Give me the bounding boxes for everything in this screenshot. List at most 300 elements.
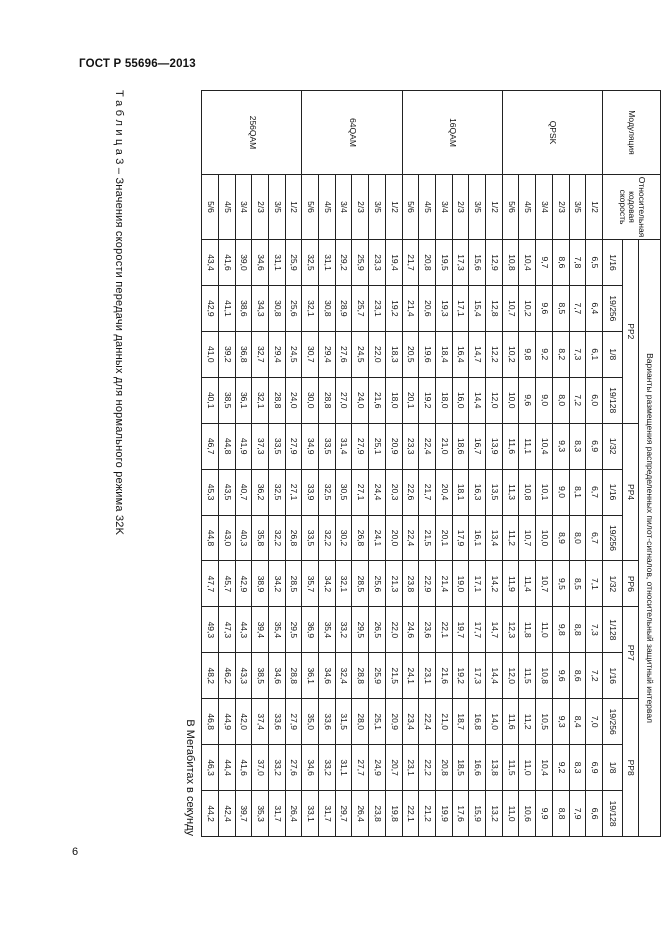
rate-value-cell: 19,2 (452, 653, 469, 699)
guard-interval-header: 19/256 (603, 515, 623, 561)
rate-value-cell: 33,2 (319, 745, 336, 791)
code-rate-cell: 4/5 (519, 175, 536, 240)
rate-value-cell: 7,3 (586, 607, 603, 653)
rate-value-cell: 19,2 (385, 285, 402, 331)
rate-value-cell: 16,4 (452, 331, 469, 377)
rate-value-cell: 25,1 (369, 699, 386, 745)
rate-value-cell: 26,8 (285, 515, 302, 561)
rate-value-cell: 22,0 (385, 607, 402, 653)
rate-value-cell: 30,5 (335, 469, 352, 515)
rate-value-cell: 38,5 (252, 653, 269, 699)
rate-value-cell: 8,0 (552, 377, 569, 423)
rate-value-cell: 41,1 (218, 285, 235, 331)
rate-value-cell: 9,6 (519, 377, 536, 423)
rate-value-cell: 30,2 (335, 515, 352, 561)
rate-value-cell: 21,6 (435, 653, 452, 699)
rate-value-cell: 7,2 (569, 377, 586, 423)
rate-value-cell: 27,6 (335, 331, 352, 377)
rate-value-cell: 14,7 (486, 607, 503, 653)
rate-value-cell: 44,2 (202, 791, 219, 837)
code-rate-cell: 4/5 (419, 175, 436, 240)
rate-value-cell: 32,4 (335, 653, 352, 699)
rate-value-cell: 25,9 (285, 240, 302, 286)
rate-value-cell: 7,9 (569, 791, 586, 837)
guard-interval-header: 19/128 (603, 791, 623, 837)
rate-value-cell: 18,3 (385, 331, 402, 377)
rate-value-cell: 23,3 (369, 240, 386, 286)
rate-value-cell: 41,9 (235, 423, 252, 469)
rate-value-cell: 7,0 (586, 699, 603, 745)
table-row (268, 91, 285, 837)
rate-value-cell: 17,7 (469, 607, 486, 653)
table-row (452, 91, 469, 837)
rate-value-cell: 12,3 (502, 607, 519, 653)
rate-value-cell: 30,0 (302, 377, 319, 423)
rate-value-cell: 46,2 (218, 653, 235, 699)
rate-value-cell: 10,2 (519, 285, 536, 331)
rate-value-cell: 35,0 (302, 699, 319, 745)
rate-value-cell: 10,4 (519, 240, 536, 286)
code-rate-cell: 3/4 (235, 175, 252, 240)
rate-value-cell: 44,3 (235, 607, 252, 653)
code-rate-cell: 5/6 (202, 175, 219, 240)
code-rate-cell: 3/4 (335, 175, 352, 240)
rate-value-cell: 19,5 (435, 240, 452, 286)
rate-value-cell: 29,2 (335, 240, 352, 286)
rate-value-cell: 19,3 (435, 285, 452, 331)
pilot-variants-header: Варианты размещения распределенных пилот-сигналов, относительный защитный интервал (639, 240, 661, 837)
rate-value-cell: 19,8 (385, 791, 402, 837)
rate-value-cell: 7,8 (569, 240, 586, 286)
rate-value-cell: 13,2 (486, 791, 503, 837)
guard-interval-header: 1/16 (603, 653, 623, 699)
rate-value-cell: 11,5 (519, 653, 536, 699)
modulation-cell: 256QAM (202, 91, 302, 175)
rate-value-cell: 41,6 (235, 745, 252, 791)
rate-value-cell: 47,7 (202, 561, 219, 607)
rate-value-cell: 18,0 (385, 377, 402, 423)
rate-value-cell: 31,4 (335, 423, 352, 469)
guard-interval-header: 1/8 (603, 331, 623, 377)
code-rate-cell: 2/3 (352, 175, 369, 240)
rate-value-cell: 10,5 (536, 699, 553, 745)
rate-value-cell: 8,2 (552, 331, 569, 377)
rate-value-cell: 20,8 (419, 240, 436, 286)
rate-value-cell: 9,8 (519, 331, 536, 377)
rate-value-cell: 18,4 (435, 331, 452, 377)
rate-value-cell: 11,0 (519, 745, 536, 791)
table-row (302, 91, 319, 837)
rate-value-cell: 24,5 (285, 331, 302, 377)
rate-value-cell: 38,5 (218, 377, 235, 423)
rate-value-cell: 6,4 (586, 285, 603, 331)
rate-value-cell: 24,4 (369, 469, 386, 515)
rate-value-cell: 11,6 (502, 699, 519, 745)
rate-value-cell: 8,6 (552, 240, 569, 286)
rate-value-cell: 21,6 (369, 377, 386, 423)
rate-value-cell: 18,5 (452, 745, 469, 791)
rate-value-cell: 35,7 (302, 561, 319, 607)
rate-value-cell: 46,3 (202, 745, 219, 791)
modulation-cell: QPSK (502, 91, 602, 175)
rate-value-cell: 21,2 (419, 791, 436, 837)
rate-value-cell: 6,0 (586, 377, 603, 423)
rate-value-cell: 22,4 (419, 423, 436, 469)
rate-value-cell: 37,4 (252, 699, 269, 745)
rate-value-cell: 9,9 (536, 791, 553, 837)
code-rate-cell: 1/2 (385, 175, 402, 240)
rate-value-cell: 37,3 (252, 423, 269, 469)
rate-value-cell: 23,1 (402, 745, 419, 791)
rate-value-cell: 33,6 (319, 699, 336, 745)
rate-value-cell: 29,4 (319, 331, 336, 377)
pattern-header-pp6: PP6 (623, 561, 639, 607)
rate-value-cell: 6,9 (586, 423, 603, 469)
rate-value-cell: 27,0 (335, 377, 352, 423)
rotated-table-block (113, 90, 661, 836)
rate-value-cell: 34,6 (302, 745, 319, 791)
guard-interval-header: 1/128 (603, 607, 623, 653)
unit-note: В Мегабитах в секунду (184, 719, 196, 836)
rate-value-cell: 21,4 (435, 561, 452, 607)
code-rate-header: Относительная кодовая скорость (603, 175, 661, 240)
table-row (469, 91, 486, 837)
rate-value-cell: 9,0 (552, 469, 569, 515)
rate-value-cell: 14,4 (469, 377, 486, 423)
table-row (202, 91, 219, 837)
rate-value-cell: 8,1 (569, 469, 586, 515)
table-row (385, 91, 402, 837)
code-rate-cell: 1/2 (486, 175, 503, 240)
rate-value-cell: 16,3 (469, 469, 486, 515)
rate-value-cell: 6,1 (586, 331, 603, 377)
data-rate-table (201, 90, 661, 837)
rate-value-cell: 33,6 (268, 699, 285, 745)
rate-value-cell: 16,8 (469, 699, 486, 745)
rate-value-cell: 32,5 (319, 469, 336, 515)
table-row (419, 91, 436, 837)
pattern-header-pp8: PP8 (623, 699, 639, 837)
rate-value-cell: 23,1 (369, 285, 386, 331)
rate-value-cell: 35,4 (319, 607, 336, 653)
rate-value-cell: 40,1 (202, 377, 219, 423)
rate-value-cell: 20,9 (385, 423, 402, 469)
rate-value-cell: 8,0 (569, 515, 586, 561)
rate-value-cell: 15,6 (469, 240, 486, 286)
rate-value-cell: 38,6 (235, 285, 252, 331)
modulation-cell: 16QAM (402, 91, 502, 175)
rate-value-cell: 12,0 (502, 653, 519, 699)
rate-value-cell: 16,6 (469, 745, 486, 791)
rate-value-cell: 11,2 (502, 515, 519, 561)
rate-value-cell: 15,9 (469, 791, 486, 837)
rate-value-cell: 26,8 (352, 515, 369, 561)
rate-value-cell: 34,9 (302, 423, 319, 469)
rate-value-cell: 24,0 (285, 377, 302, 423)
rate-value-cell: 28,8 (319, 377, 336, 423)
guard-interval-header: 19/256 (603, 699, 623, 745)
rate-value-cell: 14,4 (486, 653, 503, 699)
rate-value-cell: 23,3 (402, 423, 419, 469)
rate-value-cell: 39,2 (218, 331, 235, 377)
table-row (519, 91, 536, 837)
rate-value-cell: 11,3 (502, 469, 519, 515)
rate-value-cell: 42,4 (218, 791, 235, 837)
rate-value-cell: 45,7 (218, 561, 235, 607)
rate-value-cell: 9,6 (552, 653, 569, 699)
rate-value-cell: 10,1 (536, 469, 553, 515)
pattern-header-pp4: PP4 (623, 423, 639, 561)
rate-value-cell: 27,1 (285, 469, 302, 515)
rate-value-cell: 43,0 (218, 515, 235, 561)
rate-value-cell: 47,3 (218, 607, 235, 653)
rate-value-cell: 9,2 (536, 331, 553, 377)
rate-value-cell: 8,6 (569, 653, 586, 699)
table-row (319, 91, 336, 837)
rate-value-cell: 21,5 (385, 653, 402, 699)
code-rate-cell: 3/5 (569, 175, 586, 240)
rate-value-cell: 34,2 (268, 561, 285, 607)
rate-value-cell: 30,7 (302, 331, 319, 377)
rate-value-cell: 6,9 (586, 745, 603, 791)
rate-value-cell: 24,6 (402, 607, 419, 653)
rate-value-cell: 39,4 (252, 607, 269, 653)
rate-value-cell: 22,4 (402, 515, 419, 561)
table-row (352, 91, 369, 837)
rate-value-cell: 26,4 (285, 791, 302, 837)
rate-value-cell: 27,7 (352, 745, 369, 791)
rate-value-cell: 20,4 (435, 469, 452, 515)
rate-value-cell: 8,3 (569, 423, 586, 469)
rate-value-cell: 30,8 (268, 285, 285, 331)
rate-value-cell: 20,6 (419, 285, 436, 331)
rate-value-cell: 19,9 (435, 791, 452, 837)
rate-value-cell: 10,6 (519, 791, 536, 837)
rate-value-cell: 32,1 (252, 377, 269, 423)
rate-value-cell: 16,0 (452, 377, 469, 423)
rate-value-cell: 11,4 (519, 561, 536, 607)
rate-value-cell: 22,4 (419, 699, 436, 745)
rate-value-cell: 44,9 (218, 699, 235, 745)
document-header: ГОСТ Р 55696—2013 (79, 58, 196, 70)
rate-value-cell: 9,3 (552, 423, 569, 469)
rate-value-cell: 32,2 (319, 515, 336, 561)
rate-value-cell: 17,6 (452, 791, 469, 837)
rate-value-cell: 40,7 (235, 469, 252, 515)
rate-value-cell: 27,9 (285, 699, 302, 745)
rate-value-cell: 13,9 (486, 423, 503, 469)
rate-value-cell: 28,5 (285, 561, 302, 607)
rate-value-cell: 25,6 (285, 285, 302, 331)
table-row (335, 91, 352, 837)
rate-value-cell: 24,9 (369, 745, 386, 791)
rate-value-cell: 22,0 (369, 331, 386, 377)
rate-value-cell: 9,8 (552, 607, 569, 653)
rate-value-cell: 44,4 (218, 745, 235, 791)
rate-value-cell: 8,5 (569, 561, 586, 607)
rate-value-cell: 34,6 (252, 240, 269, 286)
rate-value-cell: 35,3 (252, 791, 269, 837)
rate-value-cell: 11,0 (502, 791, 519, 837)
modulation-header: Модуляция (603, 91, 661, 175)
rate-value-cell: 19,7 (452, 607, 469, 653)
guard-interval-header: 19/128 (603, 377, 623, 423)
rate-value-cell: 21,7 (402, 240, 419, 286)
guard-interval-header: 1/16 (603, 240, 623, 286)
rate-value-cell: 9,7 (536, 240, 553, 286)
table-row (235, 91, 252, 837)
rate-value-cell: 42,0 (235, 699, 252, 745)
rate-value-cell: 20,1 (402, 377, 419, 423)
rate-value-cell: 33,5 (319, 423, 336, 469)
rate-value-cell: 31,1 (268, 240, 285, 286)
rate-value-cell: 28,8 (268, 377, 285, 423)
code-rate-cell: 2/3 (252, 175, 269, 240)
rate-value-cell: 21,0 (435, 699, 452, 745)
rate-value-cell: 13,8 (486, 745, 503, 791)
rate-value-cell: 21,7 (419, 469, 436, 515)
rate-value-cell: 11,8 (519, 607, 536, 653)
rate-value-cell: 8,9 (552, 515, 569, 561)
rate-value-cell: 10,4 (536, 745, 553, 791)
code-rate-cell: 5/6 (402, 175, 419, 240)
rate-value-cell: 10,7 (519, 515, 536, 561)
rate-value-cell: 9,2 (552, 745, 569, 791)
rate-value-cell: 32,5 (268, 469, 285, 515)
table-row (502, 91, 519, 837)
table-row (369, 91, 386, 837)
rate-value-cell: 29,4 (268, 331, 285, 377)
rate-value-cell: 12,9 (486, 240, 503, 286)
rate-value-cell: 33,5 (302, 515, 319, 561)
rate-value-cell: 41,6 (218, 240, 235, 286)
rate-value-cell: 49,3 (202, 607, 219, 653)
rate-value-cell: 21,4 (402, 285, 419, 331)
rate-value-cell: 19,4 (385, 240, 402, 286)
rate-value-cell: 32,5 (302, 240, 319, 286)
rate-value-cell: 16,1 (469, 515, 486, 561)
rate-value-cell: 42,9 (235, 561, 252, 607)
table-row (536, 91, 553, 837)
code-rate-cell: 3/4 (536, 175, 553, 240)
rate-value-cell: 17,1 (452, 285, 469, 331)
rate-value-cell: 23,6 (419, 607, 436, 653)
rate-value-cell: 6,5 (586, 240, 603, 286)
rate-value-cell: 10,2 (502, 331, 519, 377)
rate-value-cell: 15,4 (469, 285, 486, 331)
rate-value-cell: 31,7 (319, 791, 336, 837)
rate-value-cell: 33,1 (302, 791, 319, 837)
rate-value-cell: 32,7 (252, 331, 269, 377)
rate-value-cell: 18,7 (452, 699, 469, 745)
rate-value-cell: 34,2 (319, 561, 336, 607)
rate-value-cell: 20,5 (402, 331, 419, 377)
rate-value-cell: 22,2 (419, 745, 436, 791)
rate-value-cell: 17,9 (452, 515, 469, 561)
rate-value-cell: 38,9 (252, 561, 269, 607)
rate-value-cell: 29,7 (335, 791, 352, 837)
rate-value-cell: 13,5 (486, 469, 503, 515)
rate-value-cell: 21,0 (435, 423, 452, 469)
code-rate-cell: 2/3 (552, 175, 569, 240)
rate-value-cell: 24,0 (352, 377, 369, 423)
rate-value-cell: 20,1 (435, 515, 452, 561)
code-rate-cell: 3/5 (268, 175, 285, 240)
rate-value-cell: 9,6 (536, 285, 553, 331)
rate-value-cell: 34,6 (319, 653, 336, 699)
rate-value-cell: 21,5 (419, 515, 436, 561)
rate-value-cell: 43,5 (218, 469, 235, 515)
rate-value-cell: 28,8 (352, 653, 369, 699)
rate-value-cell: 46,7 (202, 423, 219, 469)
rate-value-cell: 42,9 (202, 285, 219, 331)
rate-value-cell: 28,5 (352, 561, 369, 607)
rate-value-cell: 11,6 (502, 423, 519, 469)
rate-value-cell: 25,6 (369, 561, 386, 607)
code-rate-cell: 4/5 (319, 175, 336, 240)
rate-value-cell: 18,1 (452, 469, 469, 515)
rate-value-cell: 20,0 (385, 515, 402, 561)
rate-value-cell: 9,0 (536, 377, 553, 423)
code-rate-cell: 3/5 (369, 175, 386, 240)
rate-value-cell: 10,7 (536, 561, 553, 607)
rate-value-cell: 27,1 (352, 469, 369, 515)
rate-value-cell: 28,9 (335, 285, 352, 331)
rate-value-cell: 48,2 (202, 653, 219, 699)
rate-value-cell: 30,8 (319, 285, 336, 331)
rate-value-cell: 36,9 (302, 607, 319, 653)
rate-value-cell: 11,5 (502, 745, 519, 791)
rate-value-cell: 11,2 (519, 699, 536, 745)
rate-value-cell: 7,3 (569, 331, 586, 377)
rate-value-cell: 36,1 (302, 653, 319, 699)
rate-value-cell: 14,2 (486, 561, 503, 607)
table-row (435, 91, 452, 837)
rate-value-cell: 44,8 (218, 423, 235, 469)
rate-value-cell: 34,3 (252, 285, 269, 331)
code-rate-cell: 1/2 (285, 175, 302, 240)
rate-value-cell: 10,0 (502, 377, 519, 423)
rate-value-cell: 7,1 (586, 561, 603, 607)
rate-value-cell: 13,4 (486, 515, 503, 561)
table-row (586, 91, 603, 837)
pattern-header-pp2: PP2 (623, 240, 639, 424)
code-rate-cell: 3/5 (469, 175, 486, 240)
rate-value-cell: 34,6 (268, 653, 285, 699)
rate-value-cell: 24,1 (402, 653, 419, 699)
rate-value-cell: 14,0 (486, 699, 503, 745)
rate-value-cell: 12,2 (486, 331, 503, 377)
rate-value-cell: 20,8 (435, 745, 452, 791)
rate-value-cell: 10,0 (536, 515, 553, 561)
rate-value-cell: 12,0 (486, 377, 503, 423)
rate-value-cell: 9,5 (552, 561, 569, 607)
rate-value-cell: 11,9 (502, 561, 519, 607)
rate-value-cell: 9,3 (552, 699, 569, 745)
rate-value-cell: 40,3 (235, 515, 252, 561)
guard-interval-header: 19/256 (603, 285, 623, 331)
table-row (552, 91, 569, 837)
rate-value-cell: 8,3 (569, 745, 586, 791)
page-number: 6 (72, 846, 79, 858)
code-rate-cell: 4/5 (218, 175, 235, 240)
rate-value-cell: 26,4 (352, 791, 369, 837)
rate-value-cell: 24,5 (352, 331, 369, 377)
rate-value-cell: 8,4 (569, 699, 586, 745)
rate-value-cell: 17,3 (452, 240, 469, 286)
rate-value-cell: 46,8 (202, 699, 219, 745)
rate-value-cell: 29,5 (352, 607, 369, 653)
